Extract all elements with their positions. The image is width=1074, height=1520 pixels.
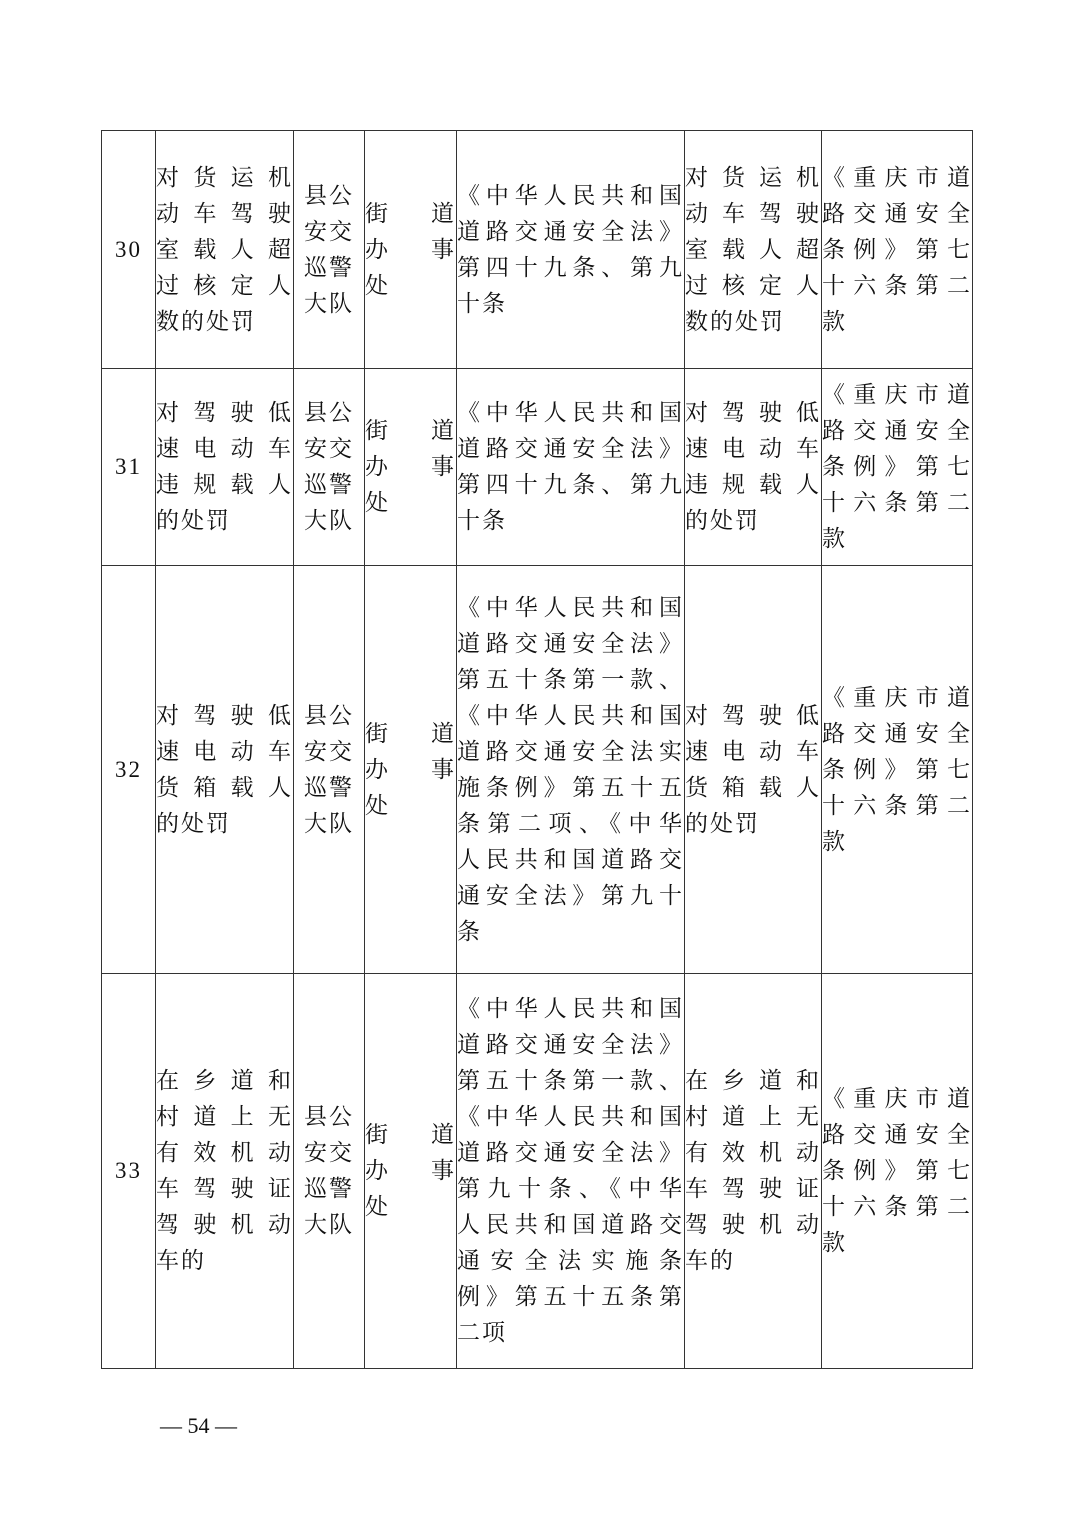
name-line: 在乡道和	[685, 1068, 821, 1094]
street-office-line	[365, 449, 456, 485]
local-line: 条例》第七	[822, 756, 972, 783]
unit-line: 县公	[304, 702, 354, 729]
table-row	[102, 566, 973, 974]
street-office-line	[365, 716, 456, 752]
street-office-line	[365, 1189, 456, 1225]
street-office-char: 处	[365, 272, 390, 299]
street-office-char: 道	[431, 720, 456, 747]
street-office-char: 处	[365, 792, 390, 819]
street-office-char: 道	[431, 1122, 456, 1148]
table-row	[102, 974, 973, 1369]
street-office-char: 街	[365, 1122, 390, 1148]
street-office-line	[365, 413, 456, 449]
name-line: 货箱载人	[685, 774, 821, 801]
local-line: 路交通安全	[822, 1122, 972, 1148]
basis-line: 道路交通安全法实	[457, 738, 684, 765]
power-list-table	[101, 130, 973, 1369]
local-line: 路交通安全	[822, 720, 972, 747]
basis-line: 人民共和国道路交	[457, 846, 684, 873]
unit-line: 安交	[304, 218, 354, 245]
unit-line: 大队	[304, 1212, 354, 1238]
item-line: 动车驾驶	[156, 200, 293, 227]
basis-line: 第四十九条、第九	[457, 254, 684, 281]
name-line: 速电动车	[685, 738, 821, 765]
item-line: 的处罚	[156, 508, 231, 534]
implementing-unit-cell	[294, 566, 365, 974]
street-office-line	[365, 1153, 456, 1189]
street-office-cell	[365, 566, 457, 974]
basis-line: 道路交通安全法》	[457, 1140, 684, 1166]
local-line: 《重庆市道	[822, 382, 972, 408]
name-line: 速电动车	[685, 436, 821, 462]
basis-line: 施条例》第五十五	[457, 774, 684, 801]
name-line: 村道上无	[685, 1104, 821, 1130]
item-line: 车驾驶证	[156, 1176, 293, 1202]
street-office-char: 街	[365, 418, 390, 444]
unit-line: 巡警	[304, 774, 354, 801]
local-line: 《重庆市道	[822, 164, 972, 191]
local-line: 款	[822, 526, 847, 552]
basis-line: 第九十条、《中华	[457, 1176, 684, 1202]
table-body	[102, 131, 973, 1369]
unit-line: 县公	[304, 182, 354, 209]
name-line: 违规载人	[685, 472, 821, 498]
street-office-char: 处	[365, 490, 390, 516]
unit-line: 县公	[304, 400, 354, 426]
unit-line: 县公	[304, 1104, 354, 1130]
name-line: 的处罚	[685, 810, 760, 837]
unit-line: 巡警	[304, 472, 354, 498]
implementing-unit-cell	[294, 974, 365, 1369]
basis-line: 《中华人民共和国	[457, 594, 684, 621]
penalty-name-cell	[685, 566, 822, 974]
basis-line: 道路交通安全法》	[457, 630, 684, 657]
street-office-char: 街	[365, 200, 390, 227]
item-line: 对货运机	[156, 164, 293, 191]
table-row	[102, 131, 973, 369]
name-line: 室载人超	[685, 236, 821, 263]
local-line: 《重庆市道	[822, 1086, 972, 1112]
basis-line: 十条	[457, 508, 507, 534]
table-row	[102, 369, 973, 566]
item-name-cell	[156, 131, 294, 369]
unit-line: 大队	[304, 810, 354, 837]
basis-line: 第四十九条、第九	[457, 472, 684, 498]
unit-line: 大队	[304, 290, 354, 317]
local-line: 条例》第七	[822, 454, 972, 480]
basis-line: 人民共和国道路交	[457, 1212, 684, 1238]
name-line: 对货运机	[685, 164, 821, 191]
unit-line: 安交	[304, 738, 354, 765]
street-office-line	[365, 268, 456, 304]
local-line: 路交通安全	[822, 418, 972, 444]
street-office-char: 道	[431, 418, 456, 444]
item-name-cell	[156, 974, 294, 1369]
basis-line: 《中华人民共和国	[457, 182, 684, 209]
local-regulation-cell	[822, 131, 973, 369]
street-office-char: 事	[431, 454, 456, 480]
basis-line: 第五十条第一款、	[457, 1068, 684, 1094]
local-line: 条例》第七	[822, 1158, 972, 1184]
street-office-cell	[365, 369, 457, 566]
item-line: 村道上无	[156, 1104, 293, 1130]
street-office-char: 办	[365, 1158, 390, 1184]
item-line: 速电动车	[156, 738, 293, 765]
legal-basis-cell	[457, 566, 685, 974]
item-line: 速电动车	[156, 436, 293, 462]
name-line: 动车驾驶	[685, 200, 821, 227]
item-line: 过核定人	[156, 272, 293, 299]
item-line: 在乡道和	[156, 1068, 293, 1094]
street-office-line	[365, 232, 456, 268]
basis-line: 十条	[457, 290, 507, 317]
legal-basis-cell	[457, 369, 685, 566]
local-line: 条例》第七	[822, 236, 972, 263]
street-office-char: 办	[365, 236, 390, 263]
basis-line: 第五十条第一款、	[457, 666, 684, 693]
row-number: 32	[102, 566, 156, 974]
name-line: 有效机动	[685, 1140, 821, 1166]
page-number: — 54 —	[160, 1413, 237, 1438]
local-line: 十六条第二	[822, 490, 972, 516]
item-line: 数的处罚	[156, 308, 256, 335]
basis-line: 条第二项、《中华	[457, 810, 684, 837]
row-number: 33	[102, 974, 156, 1369]
street-office-char: 道	[431, 200, 456, 227]
item-line: 室载人超	[156, 236, 293, 263]
unit-line: 大队	[304, 508, 354, 534]
penalty-name-cell	[685, 369, 822, 566]
name-line: 驾驶机动	[685, 1212, 821, 1238]
street-office-char: 办	[365, 756, 390, 783]
item-name-cell	[156, 369, 294, 566]
local-line: 《重庆市道	[822, 684, 972, 711]
street-office-char: 处	[365, 1194, 390, 1220]
local-line: 款	[822, 828, 847, 855]
basis-line: 《中华人民共和国	[457, 1104, 684, 1130]
street-office-line	[365, 752, 456, 788]
local-regulation-cell	[822, 974, 973, 1369]
unit-line: 安交	[304, 436, 354, 462]
item-line: 车的	[156, 1248, 206, 1274]
item-line: 对驾驶低	[156, 702, 293, 729]
street-office-line	[365, 485, 456, 521]
local-regulation-cell	[822, 369, 973, 566]
name-line: 对驾驶低	[685, 702, 821, 729]
name-line: 车驾驶证	[685, 1176, 821, 1202]
local-line: 款	[822, 1230, 847, 1256]
penalty-name-cell	[685, 131, 822, 369]
street-office-line	[365, 788, 456, 824]
legal-basis-cell	[457, 974, 685, 1369]
legal-basis-cell	[457, 131, 685, 369]
basis-line: 道路交通安全法》	[457, 218, 684, 245]
item-line: 驾驶机动	[156, 1212, 293, 1238]
item-line: 违规载人	[156, 472, 293, 498]
unit-line: 巡警	[304, 1176, 354, 1202]
local-line: 路交通安全	[822, 200, 972, 227]
item-line: 有效机动	[156, 1140, 293, 1166]
street-office-char: 事	[431, 756, 456, 783]
street-office-line	[365, 196, 456, 232]
basis-line: 《中华人民共和国	[457, 996, 684, 1022]
street-office-cell	[365, 974, 457, 1369]
street-office-char: 事	[431, 236, 456, 263]
name-line: 数的处罚	[685, 308, 785, 335]
basis-line: 《中华人民共和国	[457, 400, 684, 426]
item-line: 对驾驶低	[156, 400, 293, 426]
local-line: 十六条第二	[822, 272, 972, 299]
local-line: 款	[822, 308, 847, 335]
basis-line: 通安全法》第九十	[457, 882, 684, 909]
basis-line: 《中华人民共和国	[457, 702, 684, 729]
basis-line: 条	[457, 918, 482, 945]
name-line: 车的	[685, 1248, 735, 1274]
basis-line: 例》第五十五条第	[457, 1284, 684, 1310]
implementing-unit-cell	[294, 369, 365, 566]
basis-line: 通安全法实施条	[457, 1248, 684, 1274]
item-name-cell	[156, 566, 294, 974]
street-office-char: 事	[431, 1158, 456, 1184]
basis-line: 道路交通安全法》	[457, 436, 684, 462]
name-line: 过核定人	[685, 272, 821, 299]
street-office-char: 街	[365, 720, 390, 747]
row-number: 30	[102, 131, 156, 369]
item-line: 货箱载人	[156, 774, 293, 801]
local-regulation-cell	[822, 566, 973, 974]
row-number: 31	[102, 369, 156, 566]
local-line: 十六条第二	[822, 1194, 972, 1220]
name-line: 对驾驶低	[685, 400, 821, 426]
implementing-unit-cell	[294, 131, 365, 369]
street-office-char: 办	[365, 454, 390, 480]
local-line: 十六条第二	[822, 792, 972, 819]
name-line: 的处罚	[685, 508, 760, 534]
basis-line: 道路交通安全法》	[457, 1032, 684, 1058]
basis-line: 二项	[457, 1320, 507, 1346]
street-office-line	[365, 1117, 456, 1153]
unit-line: 安交	[304, 1140, 354, 1166]
street-office-cell	[365, 131, 457, 369]
unit-line: 巡警	[304, 254, 354, 281]
penalty-name-cell	[685, 974, 822, 1369]
item-line: 的处罚	[156, 810, 231, 837]
